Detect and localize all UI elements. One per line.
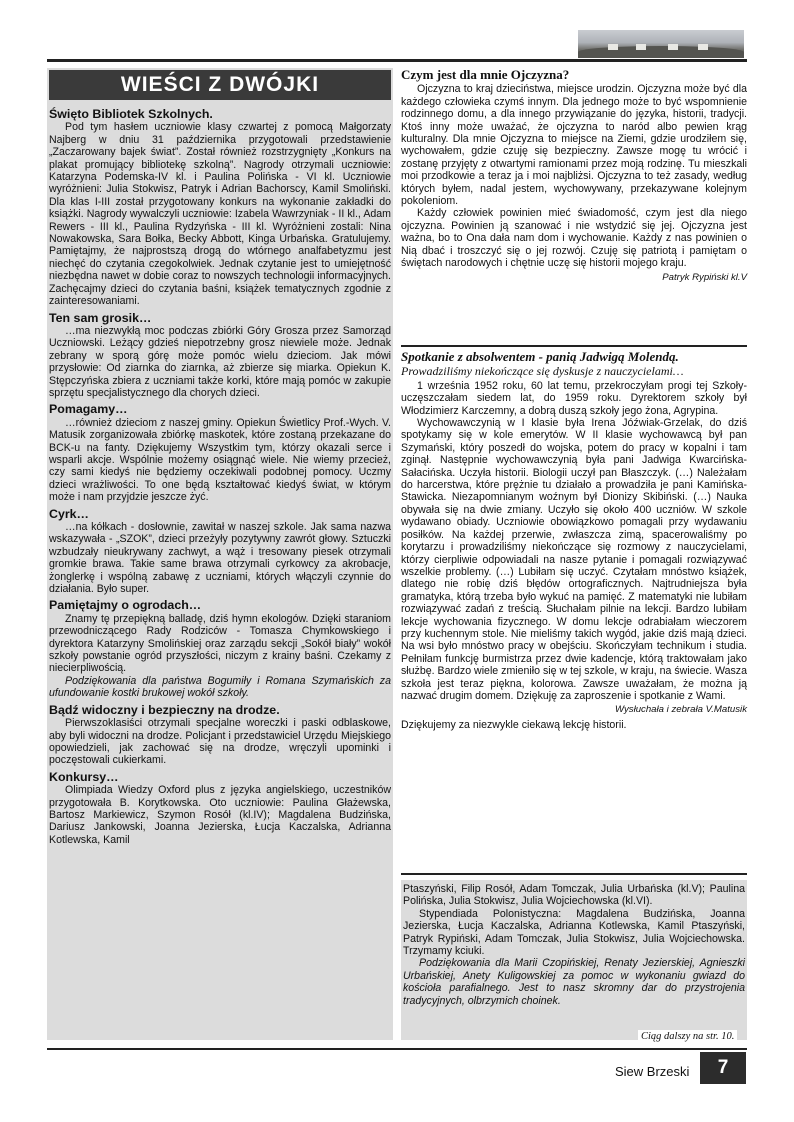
- paragraph-thanks: Podziękowania dla państwa Bogumiły i Romana Szymańskich za ufundowanie kostki brukowej wokół szkoły.: [49, 674, 391, 700]
- author-signature: Wysłuchała i zebrała V.Matusik: [614, 704, 747, 716]
- publication-name: Siew Brzeski: [615, 1064, 690, 1079]
- paragraph: …ma niezwykłą moc podczas zbiórki Góry Grosza przez Samorząd Uczniowski. Leżący gdzieś niepotrzebny grosz niewiele może. Jednak zebrany w sporą górę może pomóc wielu dzieciom. Jak mówi przysłowie: Od ziarnka do ziarnka, aż zbierze się miarka. Opiekun K. Stępczyńska zbiera z uczniami także korki, które mają pomóc w zakupie sprzętu specjalistycznego dla chorych dzieci.: [49, 324, 391, 399]
- article-ojczyzna: [401, 68, 747, 286]
- heading-swieto-bibliotek: Święto Bibliotek Szkolnych.: [49, 107, 213, 121]
- header-landscape-image: [578, 30, 744, 58]
- continued-note: Ciąg dalszy na str. 10.: [638, 1030, 737, 1043]
- heading-ten-sam-grosik: Ten sam grosik…: [49, 310, 152, 325]
- paragraph: Pod tym hasłem uczniowie klasy czwartej z pomocą Małgorzaty Najberg w dniu 31 października przygotowali przedstawienie „Zaczarowany bajek świat”. Został również rozstrzygnięty „Konkurs na plakat promujący bibliotekę szkolną”. Nagrody otrzymali uczniowie: Katarzyna Podemska-IV kl. i Paulina Polińska - VI kl. Uczniowie wyróżnieni: Julia Stokwisz, Patryk i Adrian Bachorscy, Kamil Smoliński. Dla klas I-III został przygotowany konkurs na wykonanie zakładki do książki. Nagrody wywalczyli uczniowie: Izabela Wawrzyniak - II kl., Adam Rewers - III kl., Paulina Rydzyńska - III kl. Wyróżnieni zostali: Nina Nowakowska, Sara Bołka, Becky Abbott, Kinga Urbańska. Gratulujemy. Pamiętajmy, że najprostszą drogą do wtórnego analfabetyzmu jest niechęć do czytania czegokolwiek. Jednak czytanie jest to umiejętność niezbędna nawet w dobie coraz to nowszych technologii informacyjnych. Zachęcajmy dzieci do czytania baśni, książek tematycznych zgodnie z zainteresowaniami.: [49, 121, 391, 308]
- paragraph: Olimpiada Wiedzy Oxford plus z języka angielskiego, uczestników przygotowała B. Korytkowska. Oto uczniowie: Paulina Głażewska, Bartosz Markiewicz, Szymon Rosół (kl.IV); Magdalena Budzińska, Dariusz Jankowski, Joanna Jezierska, Łucja Kaczalska, Adrianna Kotlewska, Kamil: [49, 784, 391, 846]
- article-subtitle: Prowadziliśmy niekończące się dyskusje z nauczycielami…: [401, 364, 684, 379]
- continuation-box: [401, 880, 747, 1040]
- bottom-rule: [47, 1048, 747, 1050]
- heading-cyrk: Cyrk…: [49, 506, 89, 521]
- paragraph: Stypendiada Polonistyczna: Magdalena Budzińska, Joanna Jezierska, Łucja Kaczalska, Adrianna Kotlewska, Kamil Ptaszyński, Patryk Rypiński, Adam Tomczak, Julia Stokwisz, Julia Wojciechowska. Trzymamy kciuki.: [403, 907, 745, 958]
- paragraph: Ptaszyński, Filip Rosół, Adam Tomczak, Julia Urbańska (kl.V); Paulina Polińska, Julia Stokwisz, Julia Wojciechowska (kl.VI).: [403, 883, 745, 908]
- paragraph: Ojczyzna to kraj dzieciństwa, miejsce urodzin. Ojczyzna może być dla każdego człowieka czymś innym. Dla jednego może to być wspomnienie rodzinnego domu, a dla innego przywiązanie do języka, historii, tradycji. Ktoś inny może uważać, że ojczyzna to naród albo pewien krąg kulturalny. Dla mnie Ojczyzna to miejsce na Ziemi, gdzie urodziłem się, wychowałem, gdzie czuję się bezpieczny. Zawsze mogę tu wrócić i zostanę przyjęty z otwartymi ramionami przez moją rodzinę. Tu mieszkali moi przodkowie a teraz ja i moi najbliżsi. Ojczyzna to też zasady, według których byłem, nadal jestem, wychowywany, przekazywane kolejnym pokoleniom.: [401, 83, 747, 208]
- top-rule: [47, 59, 747, 62]
- heading-pomagamy: Pomagamy…: [49, 402, 128, 417]
- heading-konkursy: Konkursy…: [49, 769, 119, 784]
- paragraph: Wychowawczynią w I klasie była Irena Jóźwiak-Grzelak, do dziś spotykamy się w kole emerytów. W II klasie wychowawcą był pan Szymański, który poszedł do wojska, potem do pracy w kopalni i tam zginął. Następnie wychowawczynią była pani Jadwiga Kwarcińska-Sałacińska. Uczyła historii. Biologii uczył pan Błaszczyk. (…) Należałam do harcerstwa, które prężnie tu działało a prowadziła je pani Kamińska-Stawicka. Niezapomnianym woźnym był Dionizy Skibiński. (…) Nauka obywała się na dwie zmiany. Uczyło się około 400 uczniów. W szkole wydawano obiady. Uczniowie obowiązkowo pomagali przy wydawaniu posiłków. Na każdej przerwie, zwłaszcza zimą, spacerowaliśmy po korytarzu i prowadziliśmy niekończące się rozmowy z nauczycielami, którzy cierpliwie odpowiadali na nasze pytanie i pomagali rozwiązywać wszelkie problemy. (…) Lubiłam się uczyć. Czytałam mnóstwo książek, dlatego nie robię dziś błędów ortograficznych. Najtrudniejsza była gramatyka, którą trzeba było wykuć na pamięć. Z matematyki nie lubiłam rozwiązywać zadań z treścią. Słuchałam pilnie na lekcji. Bardzo lubiłam lekcje wychowania fizycznego. W domu lekcje odrabiałam wieczorem przy kuchennym stole. Nie mieliśmy takich wygód, jakie dziś mają dzieci. Na wsi było mnóstwo pracy w obejściu. Skończyłam technikum i studia. Pełniłam funkcję burmistrza przez dwie kadencje, którą traktowałam jako służbę. Bardzo wiele zmieniło się w tej szkole, w kraju, na świecie. Wasza szkoła jest teraz piękna, kolorowa. Zawsze uważałam, że można ją nazwać drugim domem. Dziękuję za zaproszenie i spotkanie z Wami.: [401, 417, 747, 702]
- section-divider: [401, 345, 747, 347]
- article-title: Spotkanie z absolwentem - panią Jadwigą Molendą.: [401, 349, 679, 364]
- paragraph-thanks: Podziękowania dla Marii Czopińskiej, Renaty Jezierskiej, Agnieszki Urbańskiej, Anety Kuligowskiej za pomoc w wykonaniu gwiazd do kościoła parafialnego. Jest to nasz skromny dar do przystrojenia tradycyjnych, olbrzymich choinek.: [403, 957, 745, 1007]
- paragraph: …na kółkach - dosłownie, zawitał w naszej szkole. Jak sama nazwa wskazywała - „SZOK”, dzieci przeżyły pozytywny zawrót głowy. Sztuczki wzbudzały nieukrywany zachwyt, a wąż i tresowany piesek otrzymali gromkie brawa. Takie same brawa otrzymali cyrkowcy za akrobacje, żonglerkę i wspólną zabawę z uczniami, których włączyli czynnie do działania. Było super.: [49, 521, 391, 596]
- paragraph: Pierwszoklasiści otrzymali specjalne woreczki i paski odblaskowe, aby byli widoczni na drodze. Policjant i przedstawiciel Urzędu Miejskiego opowiedzieli, jak zachować się na drodze, wręczyli upominki i poczęstowali cukierkami.: [49, 717, 391, 767]
- paragraph: …również dzieciom z naszej gminy. Opiekun Świetlicy Prof.-Wych. V. Matusik zorganizowała zbiórkę maskotek, które zostaną przekazane do BCK-u na fanty. Dziękujemy Wszystkim tym, którzy okazali serce i wsparli akcje. Wspólnie możemy osiągnąć wiele. Nie wiemy przecież, czy sami kiedyś nie będziemy oczekiwali podobnej pomocy. Uczmy dzieci wrażliwości. To one będą kształtować kiedyś świat, w którym może i nam przyjdzie jeszcze żyć.: [49, 416, 391, 504]
- author-signature: Patryk Rypiński kl.V: [662, 271, 747, 283]
- paragraph: Znamy tę przepiękną balladę, dziś hymn ekologów. Dzięki staraniom przewodniczącego Rady Rodziców - Tomasza Chymkowskiego i dyrektora Katarzyny Smolińskiej oraz zarządu sekcji „Sokół biały” wokół szkoły powstanie ogród przyszłości, niczym z krainy baśni. Czekamy z niecierpliwością.: [49, 612, 391, 675]
- heading-bezpieczny: Bądź widoczny i bezpieczny na drodze.: [49, 702, 280, 717]
- section-banner: WIEŚCI Z DWÓJKI: [49, 70, 391, 100]
- closing-thanks: Dziękujemy za niezwykle ciekawą lekcję historii.: [401, 718, 627, 731]
- left-column-wiesci: [47, 68, 393, 1040]
- section-divider: [401, 873, 747, 875]
- paragraph: Każdy człowiek powinien mieć świadomość, czym jest dla niego ojczyzna. Powinien ją szanować i nie wstydzić się jej. Ojczyzna jest ważna, bo to Ona dała nam dom i wychowanie. Każdy z nas powinien o Nią dbać i troszczyć się o jej rozwój. Czuję się patriotą i pamiętam o świętach narodowych i chętnie uczę się historii mojego kraju.: [401, 207, 747, 270]
- page-number: 7: [700, 1052, 746, 1084]
- article-title: Czym jest dla mnie Ojczyzna?: [401, 67, 570, 82]
- paragraph: 1 września 1952 roku, 60 lat temu, przekroczyłam progi tej Szkoły- uczęszczałam siedem lat, do 1959 roku. Dyrektorem szkoły był Włodzimierz Karczemny, a dobrą duszą szkoły jego żona, Agrypina.: [401, 379, 747, 417]
- heading-ogrody: Pamiętajmy o ogrodach…: [49, 598, 202, 613]
- article-spotkanie: [401, 350, 747, 731]
